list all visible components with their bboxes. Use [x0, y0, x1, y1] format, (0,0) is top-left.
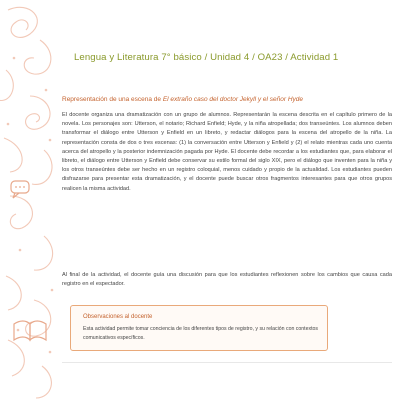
section-title: [62, 96, 392, 103]
section-title-work: El extraño caso del doctor Jekyll y el señor Hyde: [162, 96, 304, 103]
speech-bubble-icon: [11, 181, 29, 198]
activity-paragraph: El docente organiza una dramatización con un grupo de alumnos. Representarán la escena descrita en el capítulo primero de la novela. Los personajes son: Utterson, el notario; Richard Enfield; Hyde, y la niña atropellada; dos transeúntes. Los alumnos deben transformar el diálogo entre Utterson y Enfield en un libreto, y redactar diálogos para la escena del atropello de la niña. La representación consta de dos o tres escenas: (1) la conversación entre Utterson y Enfield y (2) el relato mientras cada uno cuenta acerca del atropello y la posterior indemnización pagada por Hyde. El docente debe recordar a los estudiantes que, para elaborar el libreto, el diálogo entre Utterson y Enfield debe conservar su estilo formal del siglo XIX, pero el diálogo que inventen para la niña y los otros transeúntes debe ser hecho en un registro coloquial, menos cuidado y propio de la actualidad. Los estudiantes pueden disfrazarse para presentar esta dramatización, y el docente puede buscar otros fragmentos interesantes para que otros grupos realicen la misma actividad.: [62, 112, 392, 192]
teacher-observations-box: [70, 305, 328, 351]
decorative-sidebar: [0, 0, 62, 400]
closing-paragraph: Al final de la actividad, el docente guía una discusión para que los estudiantes reflexionen sobre los cambios que causa cada registro en el espectador.: [62, 272, 392, 288]
divider: [62, 362, 392, 363]
document-page: [62, 0, 400, 400]
observations-text: Esta actividad permite tomar conciencia de los diferentes tipos de registro, y su relación con contextos comunicativos específicos.: [83, 326, 318, 341]
page-header-title: Lengua y Literatura 7° básico / Unidad 4 / OA23 / Actividad 1: [74, 52, 339, 63]
observations-title: Observaciones al docente: [83, 314, 153, 320]
swirl-ornament-icon: [0, 0, 62, 400]
section-title-prefix: Representación de una escena de: [62, 96, 163, 103]
